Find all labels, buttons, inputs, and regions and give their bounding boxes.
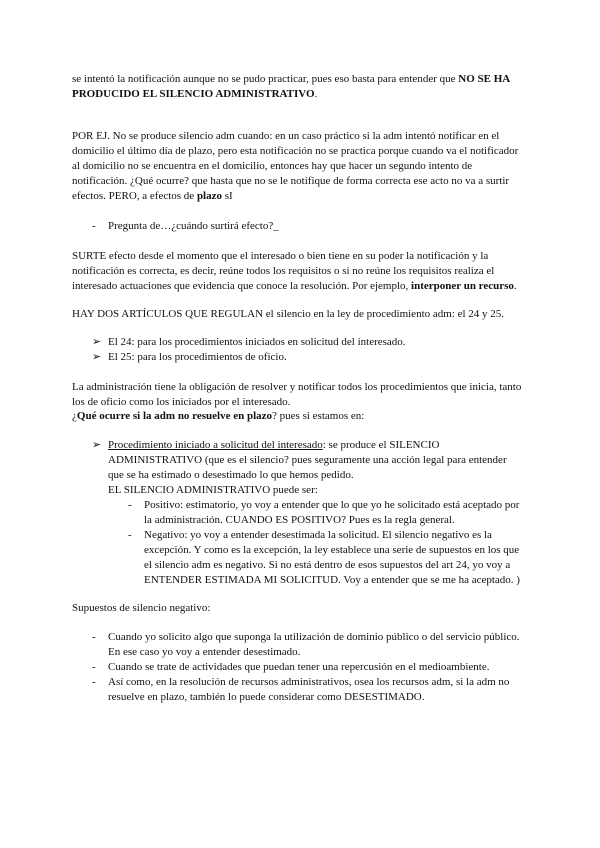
bullet-dash: - xyxy=(128,529,132,541)
p5-line-3: ¿Qué ocurre si la adm no resuelve en plazo? pues si estamos en: xyxy=(72,410,365,422)
p2-line-3: al domicilio no se encuentra en el domicilio, entonces hay que hacer un segundo intento de xyxy=(72,160,473,172)
bullet-dash: - xyxy=(92,676,96,688)
negative-line-2: excepción. Y como es la excepción, la ley establece una serie de supuestos en los que xyxy=(144,544,520,556)
p3-line-1: SURTE efecto desde el momento que el interesado o bien tiene en su poder la notificación y la xyxy=(72,250,489,262)
article-24-item: El 24: para los procedimientos iniciados en solicitud del interesado. xyxy=(108,336,406,348)
p2-line-4: notificación. ¿Qué ocurre? que hasta que no se le notifique de forma correcta ese acto no va a surtir xyxy=(72,175,510,187)
sup3-line-2: resuelve en plazo, también lo puede considerar como DESESTIMADO. xyxy=(108,691,425,703)
bullet-dash: - xyxy=(92,661,96,673)
p2-line-2: domicilio el último día de plazo, pero esta notificación no se practica porque cuando va el notificador xyxy=(72,145,519,157)
article-25-item: El 25: para los procedimientos de oficio. xyxy=(108,351,287,363)
sup2-line-1: Cuando se trate de actividades que puedan tener una repercusión en el medioambiente. xyxy=(108,661,490,673)
bullet-arrow: ➢ xyxy=(92,439,102,451)
question-line: Pregunta de…¿cuándo surtirá efecto?_ xyxy=(108,220,279,232)
p2-line-5: efectos. PERO, a efectos de plazo sI xyxy=(72,190,233,202)
bullet-arrow: ➢ xyxy=(92,351,102,363)
inst-line-3: que se ha estimado o desestimado lo que hemos pedido. xyxy=(108,469,354,481)
p1-line-2: PRODUCIDO EL SILENCIO ADMINISTRATIVO. xyxy=(72,88,318,100)
bullet-dash: - xyxy=(92,631,96,643)
sup3-line-1: Así como, en la resolución de recursos administrativos, osea los recursos adm, si la adm no xyxy=(108,676,510,688)
bullet-arrow: ➢ xyxy=(92,336,102,348)
inst-line-1: Procedimiento iniciado a solicitud del interesado: se produce el SILENCIO xyxy=(108,439,440,451)
positive-line-2: la administración. CUANDO ES POSITIVO? Pues es la regla general. xyxy=(144,514,455,526)
positive-line-1: Positivo: estimatorio, yo voy a entender que lo que yo he solicitado está aceptado por xyxy=(144,499,520,511)
negative-line-3: el silencio adm es negativo. Si no está dentro de esos supuestos del art 24, yo voy a xyxy=(144,559,511,571)
inst-line-2: ADMINISTRATIVO (que es el silencio? pues seguramente una acción legal para entender xyxy=(108,454,507,466)
p1-line-1: se intentó la notificación aunque no se pudo practicar, pues eso basta para entender que NO SE HA xyxy=(72,73,511,85)
negative-line-1: Negativo: yo voy a entender desestimada la solicitud. El silencio negativo es la xyxy=(144,529,492,541)
p3-line-3: interesado actuaciones que evidencia que conoce la resolución. Por ejemplo, interponer un recurso. xyxy=(72,280,517,292)
p2-line-1: POR EJ. No se produce silencio adm cuando: en un caso práctico si la adm intentó notificar en el xyxy=(72,130,500,142)
p5-line-2: los de oficio como los iniciados por el interesado. xyxy=(72,396,291,408)
inst-line-4: EL SILENCIO ADMINISTRATIVO puede ser: xyxy=(108,484,318,496)
p3-line-2: notificación es correcta, es decir, reúne todos los requisitos o si no reúne los requisitos realiza el xyxy=(72,265,495,277)
negative-line-4: ENTENDER ESTIMADA MI SOLICITUD. Voy a entender que se me ha aceptado. ) xyxy=(144,574,520,586)
sup1-line-2: En ese caso yo voy a entender desestimado. xyxy=(108,646,301,658)
p4-line-1: HAY DOS ARTÍCULOS QUE REGULAN el silencio en la ley de procedimiento adm: el 24 y 25. xyxy=(72,308,505,320)
p5-line-1: La administración tiene la obligación de resolver y notificar todos los procedimientos que inicia, tanto xyxy=(72,381,522,393)
bullet-dash: - xyxy=(128,499,132,511)
supuestos-title: Supuestos de silencio negativo: xyxy=(72,602,211,614)
sup1-line-1: Cuando yo solicito algo que suponga la utilización de dominio público o del servicio público. xyxy=(108,631,520,643)
bullet-dash: - xyxy=(92,220,96,232)
